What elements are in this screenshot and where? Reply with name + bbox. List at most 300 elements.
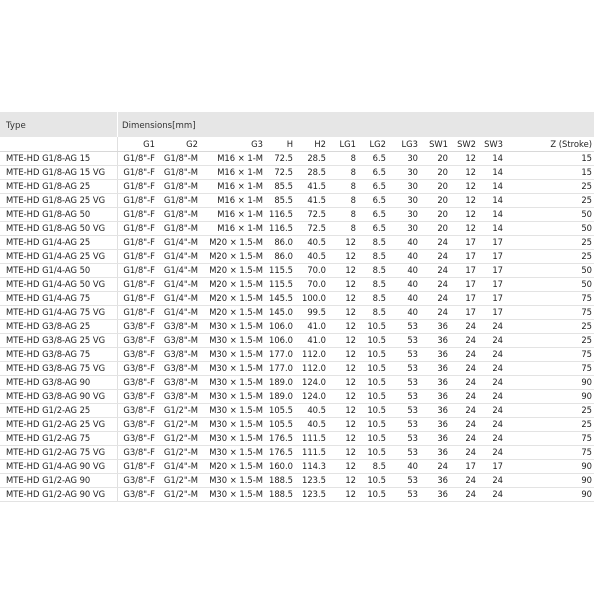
dimensions-table	[0, 112, 594, 502]
value-cell: 14	[478, 166, 505, 180]
table-row	[0, 152, 594, 166]
value-cell: 12	[328, 348, 358, 362]
value-cell: 105.5	[265, 404, 295, 418]
value-cell: 14	[478, 222, 505, 236]
value-cell: G1/4"-M	[157, 250, 200, 264]
value-cell: 145.5	[265, 292, 295, 306]
value-cell: M20 × 1.5-M	[200, 292, 265, 306]
type-cell: MTE-HD G1/8-AG 25 VG	[0, 194, 117, 208]
table-row	[0, 236, 594, 250]
value-cell: G3/8"-M	[157, 376, 200, 390]
value-cell: 20	[420, 152, 450, 166]
value-cell: 17	[478, 278, 505, 292]
value-cell: M16 × 1-M	[200, 166, 265, 180]
table-row	[0, 320, 594, 334]
value-cell: 116.5	[265, 222, 295, 236]
value-cell: G3/8"-M	[157, 362, 200, 376]
value-cell: 12	[450, 222, 478, 236]
table-row	[0, 488, 594, 502]
value-cell: 12	[328, 488, 358, 502]
value-cell: G3/8"-F	[117, 348, 157, 362]
value-cell: 24	[420, 460, 450, 474]
value-cell: 24	[478, 390, 505, 404]
value-cell: 40.5	[295, 250, 328, 264]
column-header-z-stroke: Z (Stroke)	[505, 137, 594, 152]
table-row	[0, 432, 594, 446]
value-cell: 17	[450, 264, 478, 278]
table-row	[0, 446, 594, 460]
value-cell: 25	[505, 250, 594, 264]
value-cell: 6.5	[358, 194, 388, 208]
value-cell: 17	[478, 460, 505, 474]
column-header-lg2: LG2	[358, 137, 388, 152]
value-cell: 12	[328, 292, 358, 306]
value-cell: G1/8"-M	[157, 222, 200, 236]
value-cell: 8	[328, 194, 358, 208]
value-cell: 36	[420, 348, 450, 362]
value-cell: M30 × 1.5-M	[200, 418, 265, 432]
value-cell: 189.0	[265, 390, 295, 404]
value-cell: 111.5	[295, 446, 328, 460]
value-cell: 188.5	[265, 474, 295, 488]
value-cell: G1/8"-F	[117, 208, 157, 222]
value-cell: G1/8"-F	[117, 306, 157, 320]
value-cell: 41.5	[295, 180, 328, 194]
value-cell: M16 × 1-M	[200, 194, 265, 208]
value-cell: 36	[420, 390, 450, 404]
value-cell: 17	[478, 264, 505, 278]
value-cell: 17	[450, 460, 478, 474]
value-cell: M30 × 1.5-M	[200, 362, 265, 376]
value-cell: 53	[388, 474, 420, 488]
value-cell: 30	[388, 152, 420, 166]
value-cell: 106.0	[265, 320, 295, 334]
value-cell: G1/8"-F	[117, 166, 157, 180]
value-cell: M16 × 1-M	[200, 222, 265, 236]
value-cell: 10.5	[358, 404, 388, 418]
value-cell: 99.5	[295, 306, 328, 320]
value-cell: 85.5	[265, 180, 295, 194]
value-cell: G1/4"-M	[157, 264, 200, 278]
value-cell: M30 × 1.5-M	[200, 474, 265, 488]
value-cell: M30 × 1.5-M	[200, 404, 265, 418]
value-cell: 50	[505, 278, 594, 292]
value-cell: 112.0	[295, 348, 328, 362]
type-cell: MTE-HD G1/4-AG 50 VG	[0, 278, 117, 292]
value-cell: M16 × 1-M	[200, 180, 265, 194]
value-cell: 24	[478, 404, 505, 418]
value-cell: 12	[328, 362, 358, 376]
value-cell: 40	[388, 264, 420, 278]
type-cell: MTE-HD G1/2-AG 25 VG	[0, 418, 117, 432]
value-cell: G1/8"-F	[117, 292, 157, 306]
value-cell: 176.5	[265, 446, 295, 460]
value-cell: G1/8"-F	[117, 152, 157, 166]
value-cell: G1/8"-F	[117, 180, 157, 194]
value-cell: 15	[505, 166, 594, 180]
value-cell: 145.0	[265, 306, 295, 320]
table-row	[0, 166, 594, 180]
value-cell: 72.5	[265, 152, 295, 166]
value-cell: M20 × 1.5-M	[200, 306, 265, 320]
value-cell: 10.5	[358, 474, 388, 488]
value-cell: 100.0	[295, 292, 328, 306]
value-cell: 17	[450, 236, 478, 250]
value-cell: 40.5	[295, 418, 328, 432]
type-cell: MTE-HD G1/4-AG 90 VG	[0, 460, 117, 474]
type-cell: MTE-HD G1/8-AG 25	[0, 180, 117, 194]
table-row	[0, 194, 594, 208]
value-cell: G1/2"-M	[157, 404, 200, 418]
dimensions-grid	[0, 137, 594, 502]
value-cell: 17	[450, 250, 478, 264]
table-row	[0, 404, 594, 418]
value-cell: 75	[505, 432, 594, 446]
value-cell: 90	[505, 376, 594, 390]
value-cell: 24	[420, 306, 450, 320]
value-cell: 14	[478, 180, 505, 194]
value-cell: 24	[450, 404, 478, 418]
value-cell: G3/8"-M	[157, 390, 200, 404]
table-row	[0, 278, 594, 292]
value-cell: 124.0	[295, 376, 328, 390]
value-cell: 12	[328, 306, 358, 320]
header-divider	[117, 112, 118, 137]
value-cell: 36	[420, 362, 450, 376]
value-cell: M30 × 1.5-M	[200, 488, 265, 502]
value-cell: M30 × 1.5-M	[200, 446, 265, 460]
value-cell: 25	[505, 320, 594, 334]
value-cell: 72.5	[295, 208, 328, 222]
table-row	[0, 334, 594, 348]
value-cell: 20	[420, 180, 450, 194]
value-cell: 24	[450, 418, 478, 432]
value-cell: 160.0	[265, 460, 295, 474]
value-cell: 36	[420, 418, 450, 432]
value-cell: 17	[478, 250, 505, 264]
type-cell: MTE-HD G1/4-AG 75	[0, 292, 117, 306]
value-cell: 15	[505, 152, 594, 166]
value-cell: 8.5	[358, 460, 388, 474]
value-cell: M30 × 1.5-M	[200, 432, 265, 446]
value-cell: 24	[420, 292, 450, 306]
type-cell: MTE-HD G3/8-AG 25 VG	[0, 334, 117, 348]
value-cell: 53	[388, 362, 420, 376]
value-cell: G1/2"-M	[157, 446, 200, 460]
value-cell: 50	[505, 222, 594, 236]
value-cell: 75	[505, 362, 594, 376]
table-row	[0, 306, 594, 320]
value-cell: 12	[328, 418, 358, 432]
value-cell: 50	[505, 208, 594, 222]
type-cell: MTE-HD G1/2-AG 90	[0, 474, 117, 488]
value-cell: 70.0	[295, 264, 328, 278]
value-cell: 123.5	[295, 488, 328, 502]
value-cell: G3/8"-F	[117, 390, 157, 404]
type-cell: MTE-HD G1/4-AG 75 VG	[0, 306, 117, 320]
value-cell: 24	[478, 432, 505, 446]
value-cell: 115.5	[265, 264, 295, 278]
value-cell: 17	[450, 278, 478, 292]
value-cell: 111.5	[295, 432, 328, 446]
value-cell: 123.5	[295, 474, 328, 488]
table-row	[0, 180, 594, 194]
value-cell: G3/8"-F	[117, 446, 157, 460]
value-cell: 53	[388, 376, 420, 390]
value-cell: 14	[478, 208, 505, 222]
value-cell: G1/2"-M	[157, 474, 200, 488]
type-cell: MTE-HD G1/4-AG 25	[0, 236, 117, 250]
value-cell: M16 × 1-M	[200, 152, 265, 166]
value-cell: 25	[505, 194, 594, 208]
value-cell: 8	[328, 180, 358, 194]
value-cell: 8.5	[358, 250, 388, 264]
value-cell: G1/8"-M	[157, 208, 200, 222]
value-cell: 72.5	[265, 166, 295, 180]
type-cell: MTE-HD G1/2-AG 75	[0, 432, 117, 446]
value-cell: 10.5	[358, 432, 388, 446]
value-cell: 24	[420, 264, 450, 278]
value-cell: 28.5	[295, 152, 328, 166]
value-cell: 36	[420, 446, 450, 460]
value-cell: 53	[388, 390, 420, 404]
value-cell: 53	[388, 418, 420, 432]
table-row	[0, 474, 594, 488]
value-cell: G1/8"-F	[117, 278, 157, 292]
table-row	[0, 376, 594, 390]
value-cell: 25	[505, 404, 594, 418]
value-cell: G1/8"-F	[117, 236, 157, 250]
value-cell: 12	[328, 432, 358, 446]
value-cell: 6.5	[358, 208, 388, 222]
value-cell: 40	[388, 306, 420, 320]
table-row	[0, 418, 594, 432]
value-cell: 10.5	[358, 418, 388, 432]
value-cell: G1/8"-F	[117, 264, 157, 278]
table-row	[0, 390, 594, 404]
type-cell: MTE-HD G1/8-AG 50 VG	[0, 222, 117, 236]
value-cell: 86.0	[265, 236, 295, 250]
value-cell: G1/2"-M	[157, 432, 200, 446]
value-cell: 50	[505, 264, 594, 278]
value-cell: G1/2"-M	[157, 488, 200, 502]
table-row	[0, 222, 594, 236]
value-cell: 30	[388, 208, 420, 222]
value-cell: 8.5	[358, 292, 388, 306]
value-cell: 8.5	[358, 264, 388, 278]
value-cell: 75	[505, 306, 594, 320]
value-cell: 6.5	[358, 222, 388, 236]
value-cell: 12	[450, 180, 478, 194]
value-cell: 20	[420, 166, 450, 180]
value-cell: 12	[328, 236, 358, 250]
value-cell: 10.5	[358, 348, 388, 362]
value-cell: 124.0	[295, 390, 328, 404]
value-cell: 12	[328, 264, 358, 278]
value-cell: 36	[420, 404, 450, 418]
value-cell: 20	[420, 194, 450, 208]
value-cell: 14	[478, 152, 505, 166]
value-cell: 114.3	[295, 460, 328, 474]
type-cell: MTE-HD G3/8-AG 90	[0, 376, 117, 390]
value-cell: 72.5	[295, 222, 328, 236]
value-cell: G1/4"-M	[157, 460, 200, 474]
value-cell: 53	[388, 334, 420, 348]
value-cell: 36	[420, 376, 450, 390]
value-cell: G3/8"-F	[117, 334, 157, 348]
value-cell: 24	[450, 348, 478, 362]
value-cell: M30 × 1.5-M	[200, 376, 265, 390]
value-cell: 12	[328, 250, 358, 264]
value-cell: 40	[388, 236, 420, 250]
column-header-g3: G3	[200, 137, 265, 152]
type-cell: MTE-HD G1/8-AG 50	[0, 208, 117, 222]
value-cell: G3/8"-F	[117, 432, 157, 446]
value-cell: 24	[450, 390, 478, 404]
value-cell: G1/4"-M	[157, 236, 200, 250]
type-cell: MTE-HD G3/8-AG 90 VG	[0, 390, 117, 404]
value-cell: 36	[420, 488, 450, 502]
table-row	[0, 348, 594, 362]
value-cell: 176.5	[265, 432, 295, 446]
value-cell: 24	[478, 334, 505, 348]
value-cell: 40	[388, 278, 420, 292]
value-cell: G1/4"-M	[157, 278, 200, 292]
value-cell: M30 × 1.5-M	[200, 320, 265, 334]
value-cell: 53	[388, 446, 420, 460]
column-header-g2: G2	[157, 137, 200, 152]
value-cell: G1/2"-M	[157, 418, 200, 432]
value-cell: 24	[478, 418, 505, 432]
value-cell: M20 × 1.5-M	[200, 278, 265, 292]
value-cell: M20 × 1.5-M	[200, 460, 265, 474]
value-cell: 75	[505, 446, 594, 460]
value-cell: 90	[505, 390, 594, 404]
type-cell: MTE-HD G1/4-AG 25 VG	[0, 250, 117, 264]
table-row	[0, 208, 594, 222]
value-cell: M20 × 1.5-M	[200, 236, 265, 250]
value-cell: 12	[328, 376, 358, 390]
type-column-header	[0, 137, 117, 152]
value-cell: 24	[420, 250, 450, 264]
value-cell: 41.0	[295, 334, 328, 348]
type-cell: MTE-HD G1/2-AG 90 VG	[0, 488, 117, 502]
type-cell: MTE-HD G1/8-AG 15	[0, 152, 117, 166]
column-header-lg1: LG1	[328, 137, 358, 152]
value-cell: 12	[328, 446, 358, 460]
value-cell: 53	[388, 432, 420, 446]
value-cell: G1/8"-F	[117, 222, 157, 236]
value-cell: 70.0	[295, 278, 328, 292]
value-cell: 106.0	[265, 334, 295, 348]
value-cell: G1/8"-M	[157, 152, 200, 166]
value-cell: 24	[450, 334, 478, 348]
table-row	[0, 460, 594, 474]
value-cell: 8	[328, 152, 358, 166]
value-cell: G1/8"-F	[117, 250, 157, 264]
value-cell: 36	[420, 474, 450, 488]
value-cell: G3/8"-F	[117, 376, 157, 390]
table-row	[0, 292, 594, 306]
value-cell: 8.5	[358, 278, 388, 292]
value-cell: M30 × 1.5-M	[200, 390, 265, 404]
value-cell: G3/8"-F	[117, 320, 157, 334]
value-cell: 24	[450, 320, 478, 334]
value-cell: 17	[478, 236, 505, 250]
value-cell: 25	[505, 418, 594, 432]
value-cell: 8.5	[358, 236, 388, 250]
column-header-sw1: SW1	[420, 137, 450, 152]
value-cell: 90	[505, 488, 594, 502]
value-cell: M20 × 1.5-M	[200, 264, 265, 278]
value-cell: M30 × 1.5-M	[200, 348, 265, 362]
column-header-lg3: LG3	[388, 137, 420, 152]
value-cell: G3/8"-F	[117, 474, 157, 488]
value-cell: 36	[420, 334, 450, 348]
value-cell: 36	[420, 432, 450, 446]
value-cell: 28.5	[295, 166, 328, 180]
value-cell: 10.5	[358, 334, 388, 348]
table-body	[0, 152, 594, 502]
value-cell: G3/8"-F	[117, 418, 157, 432]
table-row	[0, 250, 594, 264]
value-cell: M16 × 1-M	[200, 208, 265, 222]
type-cell: MTE-HD G1/8-AG 15 VG	[0, 166, 117, 180]
value-cell: 20	[420, 208, 450, 222]
value-cell: 17	[450, 292, 478, 306]
value-cell: 12	[450, 208, 478, 222]
value-cell: 10.5	[358, 390, 388, 404]
value-cell: 53	[388, 404, 420, 418]
value-cell: 8	[328, 166, 358, 180]
value-cell: 6.5	[358, 166, 388, 180]
value-cell: G1/8"-M	[157, 166, 200, 180]
value-cell: 10.5	[358, 488, 388, 502]
value-cell: 40.5	[295, 236, 328, 250]
value-cell: G3/8"-F	[117, 362, 157, 376]
table-header-band	[0, 112, 594, 137]
value-cell: 177.0	[265, 348, 295, 362]
value-cell: 24	[478, 320, 505, 334]
value-cell: 53	[388, 320, 420, 334]
value-cell: G1/8"-F	[117, 194, 157, 208]
value-cell: 12	[450, 166, 478, 180]
value-cell: 25	[505, 180, 594, 194]
table-row	[0, 362, 594, 376]
value-cell: 177.0	[265, 362, 295, 376]
value-cell: G1/4"-M	[157, 292, 200, 306]
value-cell: 12	[328, 278, 358, 292]
value-cell: 112.0	[295, 362, 328, 376]
value-cell: 25	[505, 334, 594, 348]
value-cell: 189.0	[265, 376, 295, 390]
dimensions-header: Dimensions[mm]	[122, 121, 196, 131]
value-cell: 24	[450, 376, 478, 390]
value-cell: 17	[478, 306, 505, 320]
value-cell: G3/8"-M	[157, 320, 200, 334]
value-cell: 24	[478, 488, 505, 502]
column-header-h2: H2	[295, 137, 328, 152]
value-cell: 90	[505, 474, 594, 488]
value-cell: 105.5	[265, 418, 295, 432]
type-cell: MTE-HD G1/2-AG 25	[0, 404, 117, 418]
type-cell: MTE-HD G1/4-AG 50	[0, 264, 117, 278]
value-cell: M20 × 1.5-M	[200, 250, 265, 264]
value-cell: 24	[450, 446, 478, 460]
value-cell: 30	[388, 180, 420, 194]
type-cell: MTE-HD G1/2-AG 75 VG	[0, 446, 117, 460]
value-cell: 30	[388, 194, 420, 208]
